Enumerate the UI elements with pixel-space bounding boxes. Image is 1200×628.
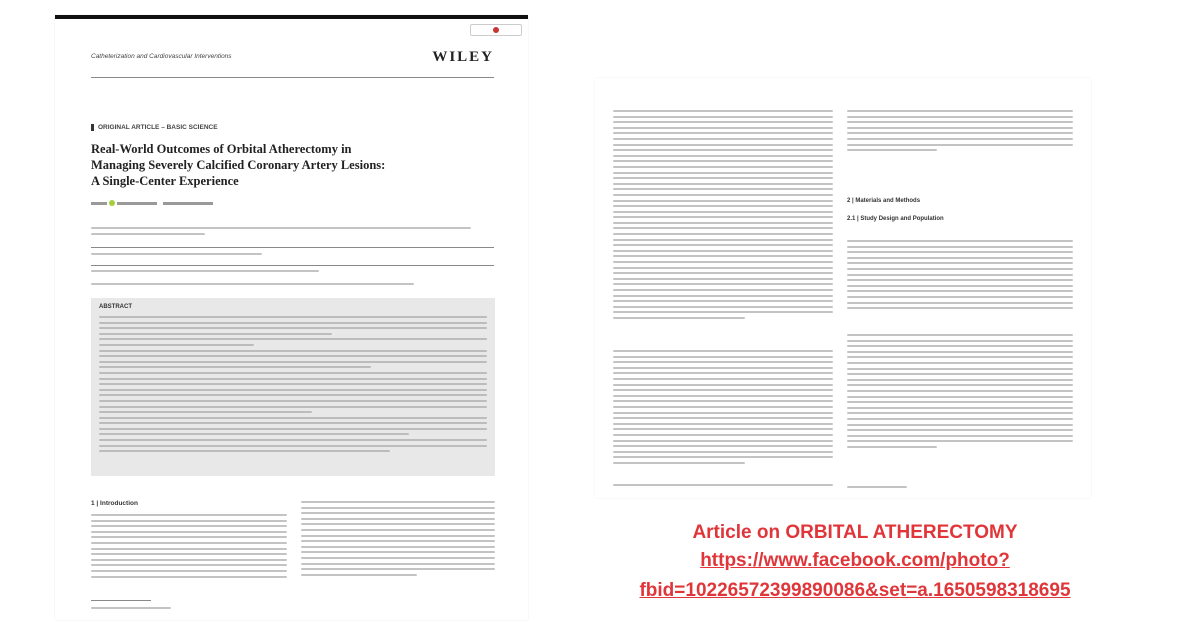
- page2-column-right-middle: [847, 240, 1073, 313]
- introduction-heading: 1 | Introduction: [91, 500, 138, 507]
- crossmark-badge: [470, 24, 522, 36]
- methods-heading: 2 | Materials and Methods: [847, 198, 921, 204]
- article-first-page: [55, 15, 528, 620]
- intro-column-left: [91, 514, 287, 581]
- page2-column-left-top: [613, 110, 833, 323]
- abstract-heading: ABSTRACT: [99, 304, 132, 310]
- article-second-page: [595, 78, 1091, 498]
- journal-name: Catheterization and Cardiovascular Interventions: [91, 53, 232, 60]
- footer-rule: [91, 600, 151, 601]
- study-design-heading: 2.1 | Study Design and Population: [847, 216, 944, 222]
- crossmark-icon: [493, 27, 499, 33]
- abstract-text: [99, 316, 487, 456]
- publisher-logo: WILEY: [432, 49, 494, 65]
- affiliations: [91, 227, 471, 238]
- caption-title: Article on ORBITAL ATHERECTOMY: [692, 522, 1018, 543]
- dates-line: [91, 270, 471, 276]
- header-rule: [91, 77, 494, 78]
- caption-link-line2[interactable]: fbid=1022657239989008​6&set=a.1650598318695: [639, 580, 1071, 601]
- page-top-bar: [55, 15, 528, 19]
- page2-column-right-bottom: [847, 334, 1073, 451]
- correspondence: [91, 253, 471, 259]
- caption-link-line1[interactable]: https://www.facebook.com/photo?: [700, 550, 1010, 571]
- page2-right-next-heading: [847, 486, 907, 492]
- page2-column-left-bottom: [613, 350, 833, 467]
- meta-rule: [91, 247, 494, 248]
- section-tag: ORIGINAL ARTICLE – BASIC SCIENCE: [91, 124, 218, 131]
- dates-rule: [91, 265, 494, 266]
- orcid-icon: [109, 200, 115, 206]
- footer-copyright: [91, 607, 171, 613]
- author-line: [91, 200, 213, 207]
- page2-left-last-line: [613, 484, 833, 490]
- abstract-box: [91, 298, 495, 476]
- keywords-line: [91, 283, 471, 289]
- article-title: Real-World Outcomes of Orbital Atherectomy in Managing Severely Calcified Coronary Artery Lesions: A Single-Center Experience: [91, 142, 386, 188]
- intro-column-right: [301, 501, 495, 579]
- page2-column-right-top: [847, 110, 1073, 155]
